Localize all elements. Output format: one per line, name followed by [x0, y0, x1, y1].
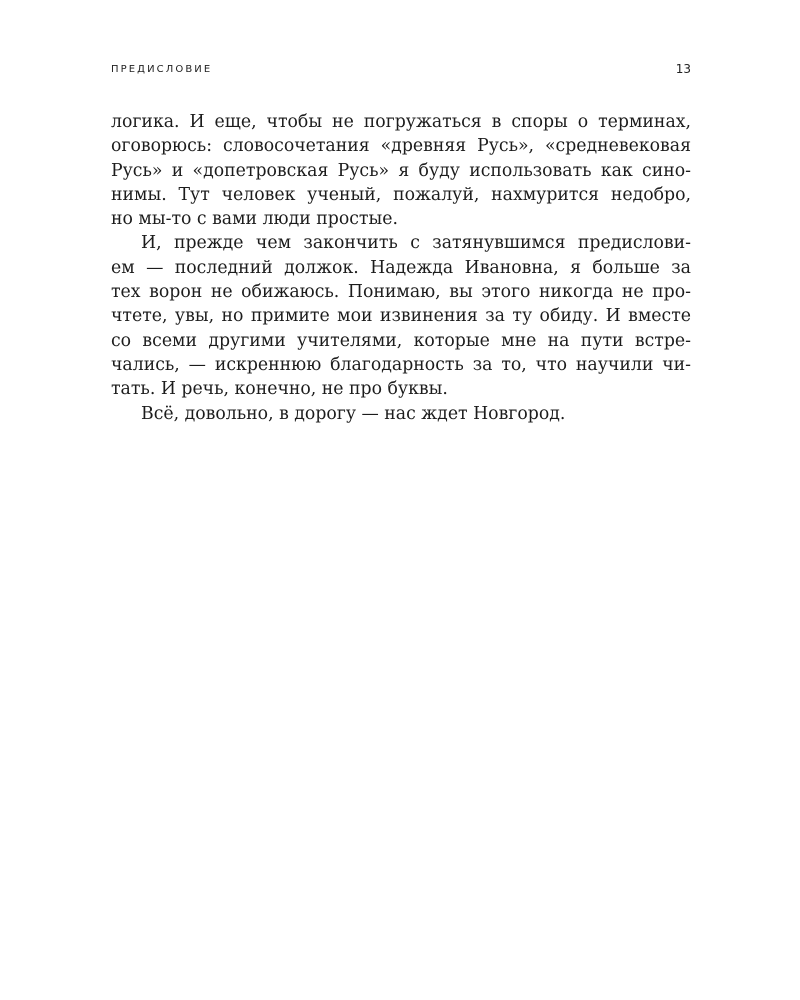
text-line: чтете, увы, но примите мои извинения за ту обиду. И вместе [111, 306, 691, 327]
text-line: но мы-то с вами люди простые. [111, 209, 398, 230]
paragraph-1 [111, 110, 691, 231]
text-line: оговорюсь: словосочетания «древняя Русь», «средневековая [111, 136, 691, 157]
text-line: со всеми другими учителями, которые мне на пути встре- [111, 330, 691, 351]
text-line: И, прежде чем закончить с затянувшимся предислови- [141, 233, 691, 254]
text-line: чались, — искреннюю благодарность за то, что научили чи- [111, 354, 691, 375]
body-text [111, 110, 691, 426]
running-head: ПРЕДИСЛОВИЕ [111, 64, 213, 75]
text-line: Русь» и «допетровская Русь» я буду использовать как сино- [111, 160, 691, 181]
text-line: тать. И речь, конечно, не про буквы. [111, 379, 448, 400]
page-number: 13 [675, 62, 691, 76]
text-line: ем — последний должок. Надежда Ивановна, я больше за [111, 257, 691, 278]
paragraph-3 [111, 402, 691, 426]
text-line: нимы. Тут человек ученый, пожалуй, нахмурится недобро, [111, 184, 691, 205]
text-line: Всё, довольно, в дорогу — нас ждет Новгород. [141, 403, 566, 424]
paragraph-2 [111, 231, 691, 401]
text-line: тех ворон не обижаюсь. Понимаю, вы этого никогда не про- [111, 282, 691, 303]
text-line: логика. И еще, чтобы не погружаться в споры о терминах, [111, 112, 691, 132]
